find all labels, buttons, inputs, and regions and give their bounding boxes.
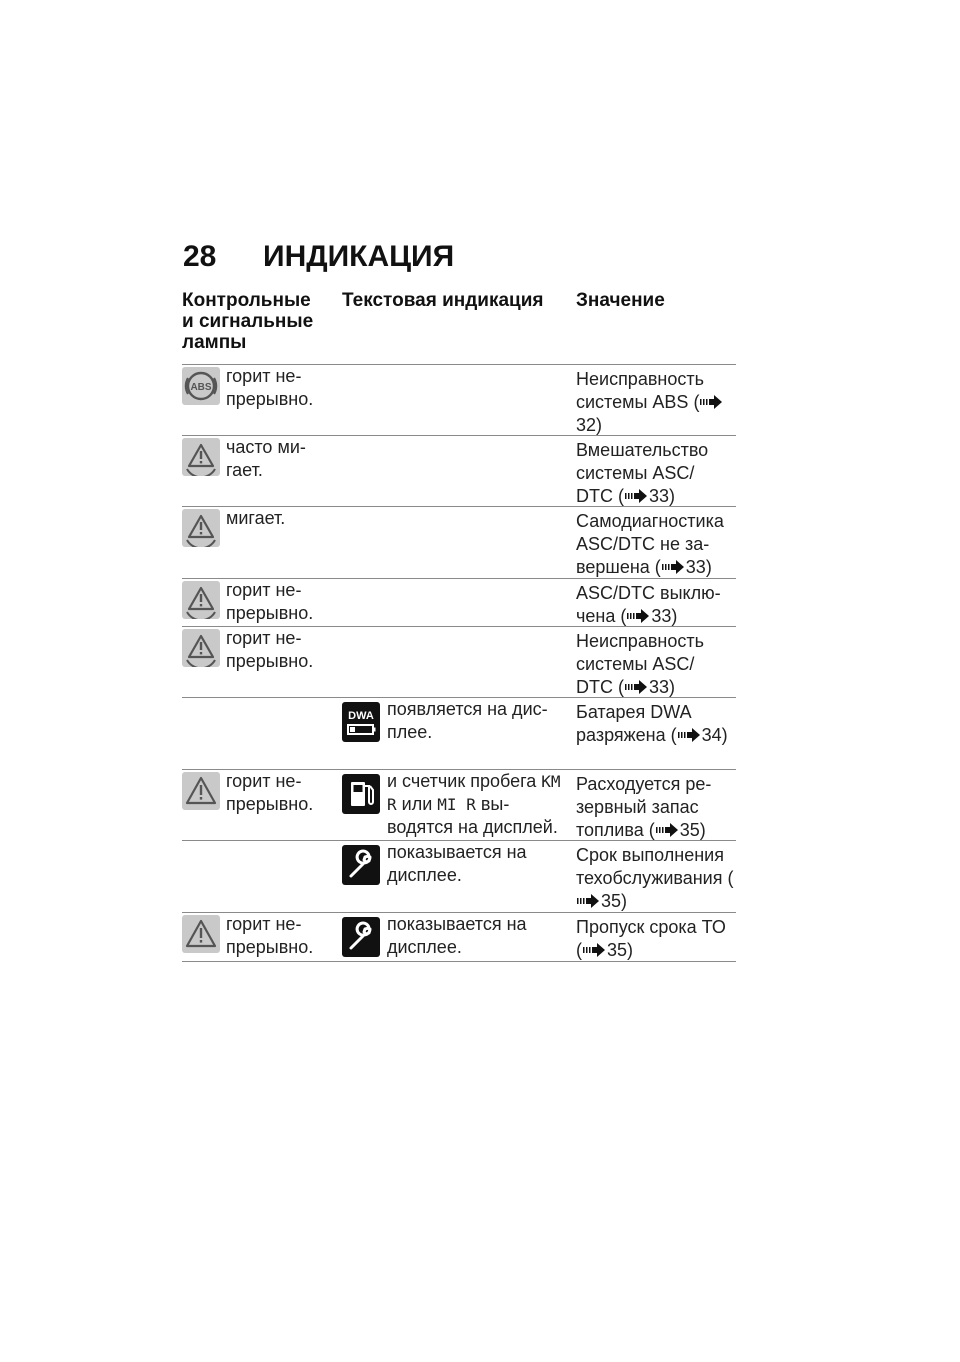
abs-warning-lamp-icon <box>182 367 220 405</box>
dwa-battery-icon <box>342 702 380 742</box>
meaning-label: Неисправность системы ABS <box>576 369 704 412</box>
meaning-label: Вмешательство системы ASC/ DTC <box>576 440 709 506</box>
page-reference[interactable]: 34 <box>701 725 722 745</box>
page-reference-arrow-icon <box>662 560 684 574</box>
meaning-label: Расходуется ре-зервный запас топлива <box>576 774 712 840</box>
fuel-pump-icon <box>342 774 380 814</box>
meaning-text: ASC/DTC выклю-чена ( 33) <box>576 583 721 626</box>
page-title: ИНДИКАЦИЯ <box>263 240 455 273</box>
svg-text:DWA: DWA <box>348 710 374 722</box>
table-row <box>182 698 736 770</box>
lamp-state-text: горит не-прерывно. <box>226 771 314 814</box>
meaning-label: Батарея DWA разряжена <box>576 702 691 745</box>
table-row <box>182 436 736 507</box>
table-row <box>182 770 736 841</box>
wrench-icon <box>342 845 380 885</box>
lamp-state-text: горит не-прерывно. <box>226 366 314 409</box>
lamp-state-text: горит не-прерывно. <box>226 914 314 957</box>
page-number: 28 <box>183 240 217 273</box>
meaning-text: Неисправность системы ABS (32) <box>576 368 736 437</box>
page-reference-arrow-icon <box>656 823 678 837</box>
asc-dtc-warning-lamp-icon <box>182 509 220 547</box>
display-text: показывается на дисплее. <box>387 914 527 957</box>
lamp-state-text: часто ми-гает. <box>226 437 306 480</box>
general-warning-lamp-icon <box>182 915 220 953</box>
lamp-state-text: мигает. <box>226 508 286 528</box>
table-row <box>182 627 736 698</box>
page-reference[interactable]: 33 <box>649 486 670 506</box>
lamp-state-text: горит не-прерывно. <box>226 628 314 671</box>
table-row <box>182 507 736 579</box>
page-reference-arrow-icon <box>577 894 599 908</box>
page-reference-arrow-icon <box>700 395 722 409</box>
page-header <box>183 237 454 277</box>
page-reference-arrow-icon <box>625 489 647 503</box>
svg-text:ABS: ABS <box>190 382 212 393</box>
display-text-or: или <box>401 794 433 814</box>
page-reference[interactable]: 35 <box>679 820 700 840</box>
meaning-label: Срок выполнения техобслуживания <box>576 845 724 888</box>
display-text: показывается на дисплее. <box>387 842 527 885</box>
page-reference[interactable]: 35 <box>607 940 628 960</box>
odometer-code-km: KM R <box>387 772 561 814</box>
display-text-prefix: и счетчик пробега <box>387 771 537 791</box>
meaning-label: Неисправность системы ASC/ DTC <box>576 631 704 697</box>
page-reference-arrow-icon <box>627 609 649 623</box>
column-header-text-display: Текстовая индикация <box>342 290 544 311</box>
page-reference-arrow-icon <box>583 943 605 957</box>
asc-dtc-warning-lamp-icon <box>182 581 220 619</box>
table-row <box>182 579 736 627</box>
odometer-code-mi: MI R <box>437 795 476 814</box>
table-row <box>182 841 736 913</box>
display-text-suffix: вы-водятся на дисплей. <box>387 794 558 837</box>
page-reference[interactable]: 35 <box>601 891 622 911</box>
meaning-label: Самодиагностика ASC/DTC не за-вершена <box>576 511 724 577</box>
display-text <box>387 770 572 839</box>
asc-dtc-warning-lamp-icon <box>182 438 220 476</box>
meaning-text: Срок выполнения техобслуживания (35) <box>576 845 734 911</box>
meaning-text: Самодиагностика ASC/DTC не за-вершена ( 33) <box>576 511 724 577</box>
meaning-text: Вмешательство системы ASC/ DTC ( 33) <box>576 440 709 506</box>
meaning-text: Расходуется ре-зервный запас топлива ( 35) <box>576 774 712 840</box>
page-reference[interactable]: 33 <box>685 557 706 577</box>
meaning-label: Пропуск срока ТО <box>576 917 726 937</box>
general-warning-lamp-icon <box>182 772 220 810</box>
page-reference[interactable]: 33 <box>649 677 670 697</box>
page-reference-arrow-icon <box>625 680 647 694</box>
wrench-icon <box>342 917 380 957</box>
page-reference-arrow-icon <box>678 728 700 742</box>
page-reference[interactable]: 33 <box>651 606 672 626</box>
table-row <box>182 913 736 962</box>
column-header-meaning: Значение <box>576 290 665 311</box>
meaning-text: Неисправность системы ASC/ DTC ( 33) <box>576 631 704 697</box>
meaning-text: Батарея DWA разряжена ( 34) <box>576 702 728 745</box>
lamp-state-text: горит не-прерывно. <box>226 580 314 623</box>
meaning-label: ASC/DTC выклю-чена <box>576 583 721 626</box>
display-text: появляется на дис-плее. <box>387 699 548 742</box>
meaning-text: Пропуск срока ТО ( 35) <box>576 917 726 960</box>
table-row <box>182 365 736 436</box>
indicator-table <box>182 365 736 962</box>
asc-dtc-warning-lamp-icon <box>182 629 220 667</box>
column-header-lamps: Контрольные и сигнальные лампы <box>182 290 314 353</box>
page-reference[interactable]: 32 <box>576 415 597 435</box>
table-header <box>182 290 736 365</box>
